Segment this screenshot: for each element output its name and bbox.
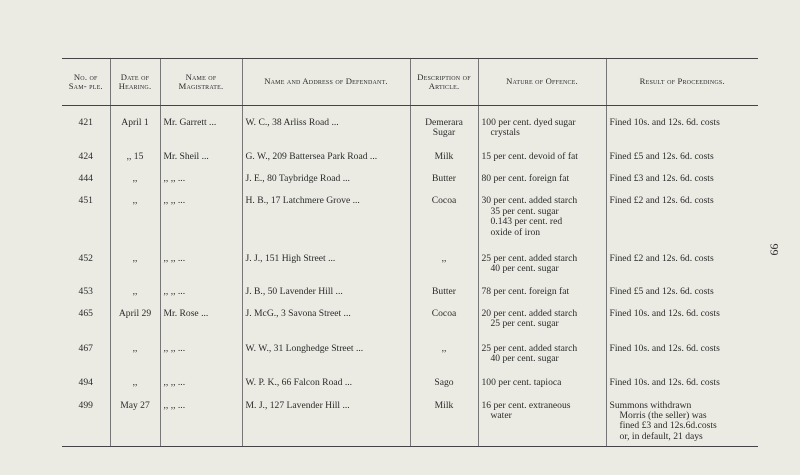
magistrate-cell: ,, ,, ...: [160, 389, 242, 447]
article-line: Butter: [432, 173, 456, 185]
article-line: Cocoa: [431, 195, 457, 207]
header-magistrate: Name of Magistrate.: [160, 59, 242, 106]
magistrate-cell: ,, ,, ...: [160, 162, 242, 184]
defendant-cell: J. E., 80 Taybridge Road ...: [242, 162, 410, 184]
sample-number-cell: 444: [78, 173, 93, 185]
article-line: Sago: [434, 377, 454, 389]
article-cell: [410, 364, 478, 388]
article-cell: [410, 162, 478, 184]
table-row: [62, 162, 758, 184]
offence-cell: [478, 330, 606, 365]
table-row: [62, 364, 758, 388]
table-body: [62, 106, 758, 447]
table-row: [62, 297, 758, 330]
defendant-cell: W. P. K., 66 Falcon Road ...: [242, 364, 410, 388]
result-line: Fined £2 and 12s. 6d. costs: [609, 252, 714, 264]
defendant-cell: M. J., 127 Lavender Hill ...: [242, 389, 410, 447]
sample-number-cell: 467: [78, 342, 93, 354]
result-line: Fined £5 and 12s. 6d. costs: [609, 285, 714, 297]
offence-line: oxide of iron: [490, 226, 541, 238]
offence-line: 40 per cent. sugar: [490, 263, 559, 275]
header-result: Result of Proceedings.: [606, 59, 758, 106]
table-row: [62, 330, 758, 365]
article-line: Sugar: [432, 127, 456, 139]
article-line: Butter: [432, 285, 456, 297]
table-row: [62, 389, 758, 447]
result-line: fined £3 and 12s.6d.costs: [619, 420, 717, 432]
magistrate-cell: Mr. Sheil ...: [160, 139, 242, 162]
result-cell: [606, 162, 758, 184]
offence-line: 30 per cent. added starch: [481, 195, 578, 207]
table-row: [62, 184, 758, 237]
sample-number-cell: 452: [78, 252, 93, 264]
offence-line: 25 per cent. added starch: [481, 252, 578, 264]
table-header: [62, 59, 758, 106]
result-line: Fined 10s. and 12s. 6d. costs: [609, 342, 720, 354]
article-cell: [410, 184, 478, 237]
offence-line: crystals: [490, 127, 520, 139]
offence-cell: [478, 184, 606, 237]
result-cell: [606, 139, 758, 162]
defendant-cell: J. McG., 3 Savona Street ...: [242, 297, 410, 330]
sample-number-cell: 453: [78, 285, 93, 297]
sample-number-cell: 451: [78, 195, 93, 207]
article-cell: [410, 238, 478, 275]
result-cell: [606, 330, 758, 365]
table-row: [62, 238, 758, 275]
magistrate-cell: ,, ,, ...: [160, 184, 242, 237]
header-date: Date of Hearing.: [110, 59, 160, 106]
sample-number-cell: 465: [78, 307, 93, 319]
article-line: ,,: [441, 342, 447, 354]
result-cell: [606, 364, 758, 388]
table-row: [62, 139, 758, 162]
offence-line: 0.143 per cent. red: [490, 216, 563, 228]
defendant-cell: G. W., 209 Battersea Park Road ...: [242, 139, 410, 162]
offence-line: 100 per cent. dyed sugar: [481, 117, 576, 128]
article-cell: [410, 297, 478, 330]
defendant-cell: H. B., 17 Latchmere Grove ...: [242, 184, 410, 237]
header-article: Description of Article.: [410, 59, 478, 106]
offence-line: 35 per cent. sugar: [490, 205, 559, 217]
sample-number-cell: 494: [78, 377, 93, 389]
defendant-cell: W. W., 31 Longhedge Street ...: [242, 330, 410, 365]
article-cell: [410, 139, 478, 162]
offence-line: 78 per cent. foreign fat: [481, 285, 570, 297]
offence-line: 100 per cent. tapioca: [481, 377, 562, 389]
offence-line: 20 per cent. added starch: [481, 307, 578, 319]
hearing-date-cell: ,,: [110, 162, 160, 184]
magistrate-cell: ,, ,, ...: [160, 364, 242, 388]
offence-cell: [478, 275, 606, 297]
offence-line: water: [490, 410, 512, 422]
offence-cell: [478, 389, 606, 447]
result-cell: [606, 297, 758, 330]
result-line: Fined £5 and 12s. 6d. costs: [609, 150, 714, 162]
magistrate-cell: Mr. Garrett ...: [160, 106, 242, 139]
offence-line: 25 per cent. added starch: [481, 342, 578, 354]
magistrate-cell: ,, ,, ...: [160, 275, 242, 297]
header-defendant: Name and Address of Defendant.: [242, 59, 410, 106]
offence-line: 40 per cent. sugar: [490, 353, 559, 365]
proceedings-table: [62, 58, 758, 447]
hearing-date-cell: ,,: [110, 275, 160, 297]
article-cell: [410, 330, 478, 365]
result-line: or, in default, 21 days: [619, 430, 703, 442]
offence-cell: [478, 238, 606, 275]
article-cell: [410, 106, 478, 139]
article-line: Milk: [434, 399, 454, 411]
header-sample: No. of Sam- ple.: [62, 59, 110, 106]
result-line: Fined 10s. and 12s. 6d. costs: [609, 117, 720, 128]
offence-cell: [478, 364, 606, 388]
magistrate-cell: ,, ,, ...: [160, 330, 242, 365]
hearing-date-cell: ,,: [110, 330, 160, 365]
result-line: Fined 10s. and 12s. 6d. costs: [609, 307, 720, 319]
result-line: Morris (the seller) was: [619, 410, 707, 422]
magistrate-cell: ,, ,, ...: [160, 238, 242, 275]
article-line: Cocoa: [431, 307, 457, 319]
offence-line: 80 per cent. foreign fat: [481, 173, 570, 185]
result-line: Summons withdrawn: [609, 399, 692, 411]
offence-cell: [478, 162, 606, 184]
article-cell: [410, 275, 478, 297]
defendant-cell: W. C., 38 Arliss Road ...: [242, 106, 410, 139]
result-cell: [606, 184, 758, 237]
result-cell: [606, 275, 758, 297]
hearing-date-cell: April 29: [110, 297, 160, 330]
result-cell: [606, 238, 758, 275]
defendant-cell: J. J., 151 High Street ...: [242, 238, 410, 275]
result-cell: [606, 389, 758, 447]
offence-cell: [478, 106, 606, 139]
table-row: [62, 106, 758, 139]
table-row: [62, 275, 758, 297]
result-line: Fined 10s. and 12s. 6d. costs: [609, 377, 720, 389]
magistrate-cell: Mr. Rose ...: [160, 297, 242, 330]
result-cell: [606, 106, 758, 139]
offence-line: 15 per cent. devoid of fat: [481, 150, 578, 162]
offence-line: 25 per cent. sugar: [490, 318, 559, 330]
hearing-date-cell: ,, 15: [110, 139, 160, 162]
hearing-date-cell: ,,: [110, 364, 160, 388]
offence-line: 16 per cent. extraneous: [481, 399, 571, 411]
sample-number-cell: 499: [62, 389, 110, 447]
sample-number-cell: 424: [78, 150, 93, 162]
hearing-date-cell: ,,: [110, 238, 160, 275]
article-line: Demerara: [425, 117, 463, 128]
hearing-date-cell: April 1: [110, 106, 160, 139]
offence-cell: [478, 139, 606, 162]
offence-cell: [478, 297, 606, 330]
sample-number-cell: 421: [78, 117, 93, 128]
result-line: Fined £3 and 12s. 6d. costs: [609, 173, 714, 185]
article-cell: [410, 389, 478, 447]
page-number: 99: [767, 243, 782, 256]
defendant-cell: J. B., 50 Lavender Hill ...: [242, 275, 410, 297]
hearing-date-cell: ,,: [110, 184, 160, 237]
hearing-date-cell: May 27: [110, 389, 160, 447]
header-offence: Nature of Offence.: [478, 59, 606, 106]
article-line: Milk: [434, 150, 454, 162]
result-line: Fined £2 and 12s. 6d. costs: [609, 195, 714, 207]
article-line: ,,: [441, 252, 447, 264]
